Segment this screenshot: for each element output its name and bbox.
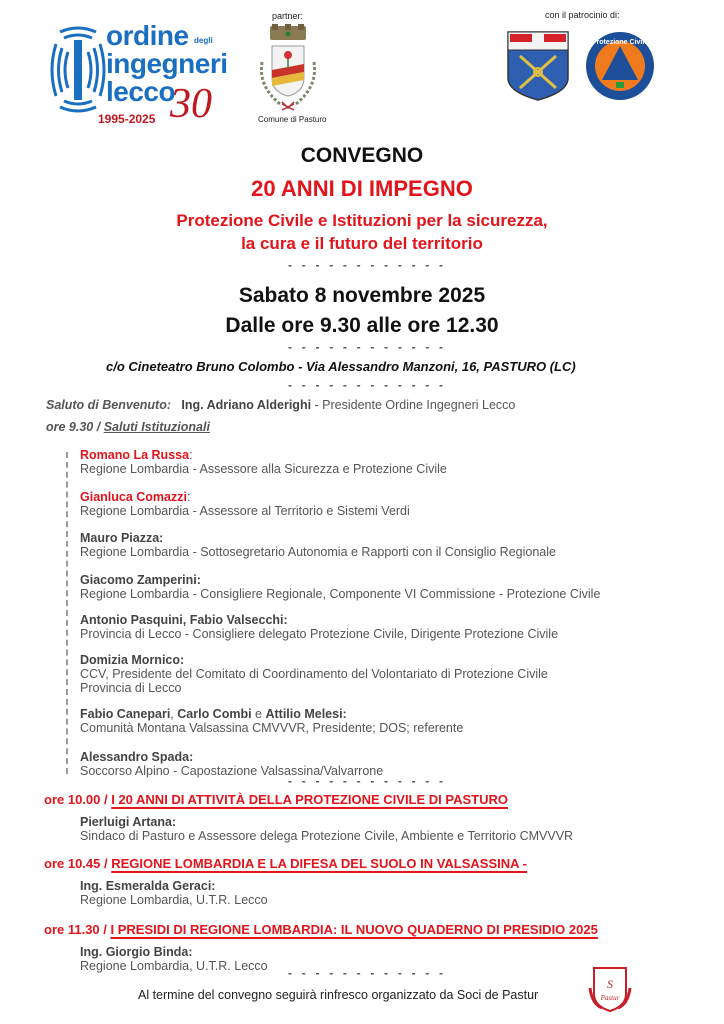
provincia-lecco-crest-icon xyxy=(506,30,570,102)
vertical-dashed-divider xyxy=(66,452,68,774)
svg-text:S: S xyxy=(607,977,613,991)
speaker-role: Regione Lombardia - Assessore al Territorio e Sistemi Verdi xyxy=(80,504,410,518)
soci-de-pastur-logo-icon xyxy=(588,964,632,1014)
separator: - - - - - - - - - - - - xyxy=(288,258,447,272)
saluti-title: Saluti Istituzionali xyxy=(103,420,210,434)
event-subtitle-line1: Protezione Civile e Istituzioni per la sicurezza, xyxy=(176,211,548,230)
speaker-name: Carlo Combi xyxy=(177,707,252,721)
protezione-civile-logo-text: Protezione Civile xyxy=(591,39,649,46)
name-separator: e xyxy=(251,707,266,721)
speaker-name: Ing. Giorgio Binda: xyxy=(80,945,193,959)
session-speaker xyxy=(80,945,268,973)
speaker-name: Gianluca Comazzi xyxy=(80,490,187,504)
partner-label: partner: xyxy=(272,11,304,21)
speaker-role-line2: Provincia di Lecco xyxy=(80,681,182,695)
speaker-role: CCV, Presidente del Comitato di Coordinamento del Volontariato di Protezione Civile xyxy=(80,667,548,681)
svg-text:Pastur: Pastur xyxy=(600,994,620,1002)
session-speaker xyxy=(80,879,268,907)
speaker-role: Provincia di Lecco - Consigliere delegato Protezione Civile, Dirigente Protezione Civile xyxy=(80,627,559,641)
speaker-name: Antonio Pasquini, Fabio Valsecchi: xyxy=(80,613,288,627)
years-label: 1995-2025 xyxy=(98,112,156,126)
session-title: REGIONE LOMBARDIA E LA DIFESA DEL SUOLO IN VALSASSINA - xyxy=(111,856,527,871)
speaker-name: Ing. Esmeralda Geraci: xyxy=(80,879,216,893)
speaker-item xyxy=(80,573,600,601)
welcome-line xyxy=(46,398,515,412)
speaker-item xyxy=(80,448,447,476)
event-time: Dalle ore 9.30 alle ore 12.30 xyxy=(225,314,499,337)
speaker-role: Regione Lombardia, U.T.R. Lecco xyxy=(80,959,268,973)
anniversary-30: 30 xyxy=(170,81,212,127)
event-type: CONVEGNO xyxy=(300,144,424,167)
speaker-item xyxy=(80,490,410,518)
session-title: I 20 ANNI DI ATTIVITÀ DELLA PROTEZIONE CIVILE DI PASTURO xyxy=(111,792,508,807)
speaker-role: Regione Lombardia - Consigliere Regionale, Componente VI Commissione - Protezione Civile xyxy=(80,587,601,601)
degli-word: degli xyxy=(194,36,213,45)
session-title: I PRESIDI DI REGIONE LOMBARDIA: IL NUOVO QUADERNO DI PRESIDIO 2025 xyxy=(110,922,598,937)
lecco-word: lecco xyxy=(106,76,176,107)
patrocinio-label: con il patrocinio di: xyxy=(545,10,620,20)
event-title: 20 ANNI DI IMPEGNO xyxy=(251,176,473,201)
speaker-item xyxy=(80,531,556,559)
welcome-role: - Presidente Ordine Ingegneri Lecco xyxy=(311,398,516,412)
separator: - - - - - - - - - - - - xyxy=(288,966,447,980)
speaker-name: Mauro Piazza: xyxy=(80,531,164,545)
ingegneri-word: ingegneri xyxy=(106,48,228,79)
separator: - - - - - - - - - - - - xyxy=(288,340,447,354)
comune-pasturo-label: Comune di Pasturo xyxy=(258,115,327,124)
speaker-name: Fabio Canepari xyxy=(80,707,171,721)
separator: - - - - - - - - - - - - xyxy=(288,378,447,392)
speaker-name: Romano La Russa xyxy=(80,448,190,462)
speaker-name: Giacomo Zamperini: xyxy=(80,573,201,587)
speaker-item xyxy=(80,653,548,695)
speaker-role: Comunità Montana Valsassina CMVVVR, Presidente; DOS; referente xyxy=(80,721,464,735)
saluti-time: ore 9.30 / xyxy=(46,420,104,434)
session-time: ore 11.30 / xyxy=(44,922,111,937)
comune-pasturo-crest-icon xyxy=(252,22,324,114)
session-header xyxy=(44,792,508,807)
colon: : xyxy=(186,490,191,504)
session-header xyxy=(44,856,527,871)
speaker-name: Pierluigi Artana: xyxy=(80,815,177,829)
speaker-role: Sindaco di Pasturo e Assessore delega Protezione Civile, Ambiente e Territorio CMVVVR xyxy=(80,829,574,843)
session-time: ore 10.45 / xyxy=(44,856,112,871)
colon: : xyxy=(189,448,193,462)
name-separator: , xyxy=(170,707,178,721)
speaker-role: Soccorso Alpino - Capostazione Valsassina/Valvarrone xyxy=(80,764,384,778)
protezione-civile-logo-icon xyxy=(584,30,656,102)
event-subtitle-line2: la cura e il futuro del territorio xyxy=(241,234,483,253)
speaker-name: Alessandro Spada: xyxy=(80,750,194,764)
speaker-name: Attilio Melesi: xyxy=(265,707,347,721)
session-time: ore 10.00 / xyxy=(44,792,112,807)
session-header xyxy=(44,922,598,937)
speaker-name: Domizia Mornico: xyxy=(80,653,185,667)
welcome-label: Saluto di Benvenuto: xyxy=(46,398,171,412)
speaker-item xyxy=(80,707,463,735)
saluti-header xyxy=(46,420,213,434)
ordine-ingegneri-logo xyxy=(48,18,228,128)
event-date: Sabato 8 novembre 2025 xyxy=(238,284,486,307)
footer-text: Al termine del convegno seguirà rinfresco organizzato da Soci de Pastur xyxy=(138,988,539,1002)
speaker-item xyxy=(80,613,558,641)
speaker-role: Regione Lombardia - Sottosegretario Autonomia e Rapporti con il Consiglio Regionale xyxy=(80,545,556,559)
separator: - - - - - - - - - - - - xyxy=(288,774,447,788)
speaker-role: Regione Lombardia, U.T.R. Lecco xyxy=(80,893,268,907)
welcome-name: Ing. Adriano Alderighi xyxy=(181,398,312,412)
ordine-arcs-icon xyxy=(48,22,108,117)
session-speaker xyxy=(80,815,573,843)
event-venue: c/o Cineteatro Bruno Colombo - Via Alessandro Manzoni, 16, PASTURO (LC) xyxy=(106,359,576,374)
speaker-role: Regione Lombardia - Assessore alla Sicurezza e Protezione Civile xyxy=(80,462,447,476)
ordine-word: ordine xyxy=(106,20,189,51)
